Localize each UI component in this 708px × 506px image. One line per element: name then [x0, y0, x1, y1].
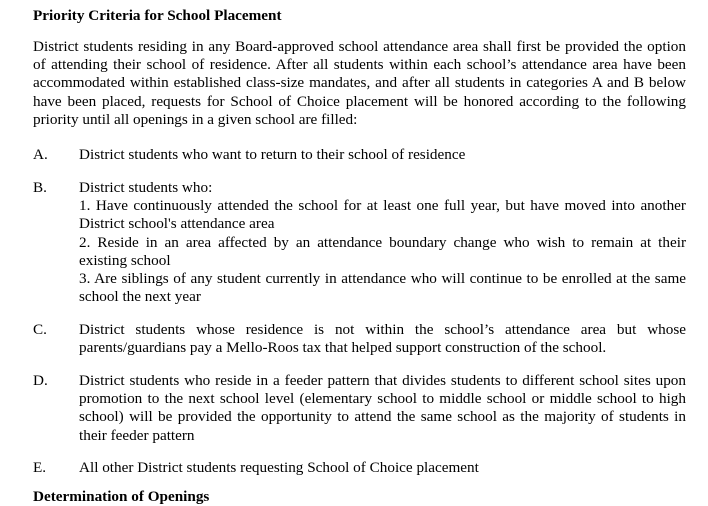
subitem-3: 3. Are siblings of any student currently in attendance who will continue to be enrolled at the same school the next year — [79, 270, 686, 306]
intro-paragraph: District students residing in any Board-approved school attendance area shall first be provided the option of attending their school of residence. After all students within each school’s attendance area have been accommodated within established class-size mandates, and after all students in categories A and B below have been placed, requests for School of Choice placement will be honored according to the following priority until all openings in a given school are filled: — [33, 38, 686, 128]
item-letter: E. — [33, 459, 47, 476]
item-text: All other District students requesting School of Choice placement — [79, 459, 479, 476]
item-letter: D. — [33, 372, 48, 389]
item-letter: B. — [33, 179, 47, 196]
next-section-heading: Determination of Openings — [33, 488, 210, 505]
item-text: District students who: — [79, 179, 213, 196]
item-body — [79, 179, 686, 306]
item-text: District students who reside in a feeder pattern that divides students to different school sites upon promotion to the next school level (elementary school to middle school or middle school to high school) will be provided the opportunity to attend the same school as the majority of students in their feeder pattern — [79, 372, 686, 444]
section-heading: Priority Criteria for School Placement — [33, 7, 282, 24]
item-letter: A. — [33, 146, 48, 163]
subitem-2: 2. Reside in an area affected by an attendance boundary change who wish to remain at their existing school — [79, 233, 686, 269]
item-text: District students who want to return to their school of residence — [79, 146, 466, 163]
item-text: District students whose residence is not within the school’s attendance area but whose parents/guardians pay a Mello-Roos tax that helped support construction of the school. — [79, 321, 686, 357]
item-letter: C. — [33, 321, 47, 338]
subitem-1: 1. Have continuously attended the school for at least one full year, but have moved into another District school's attendance area — [79, 197, 686, 233]
